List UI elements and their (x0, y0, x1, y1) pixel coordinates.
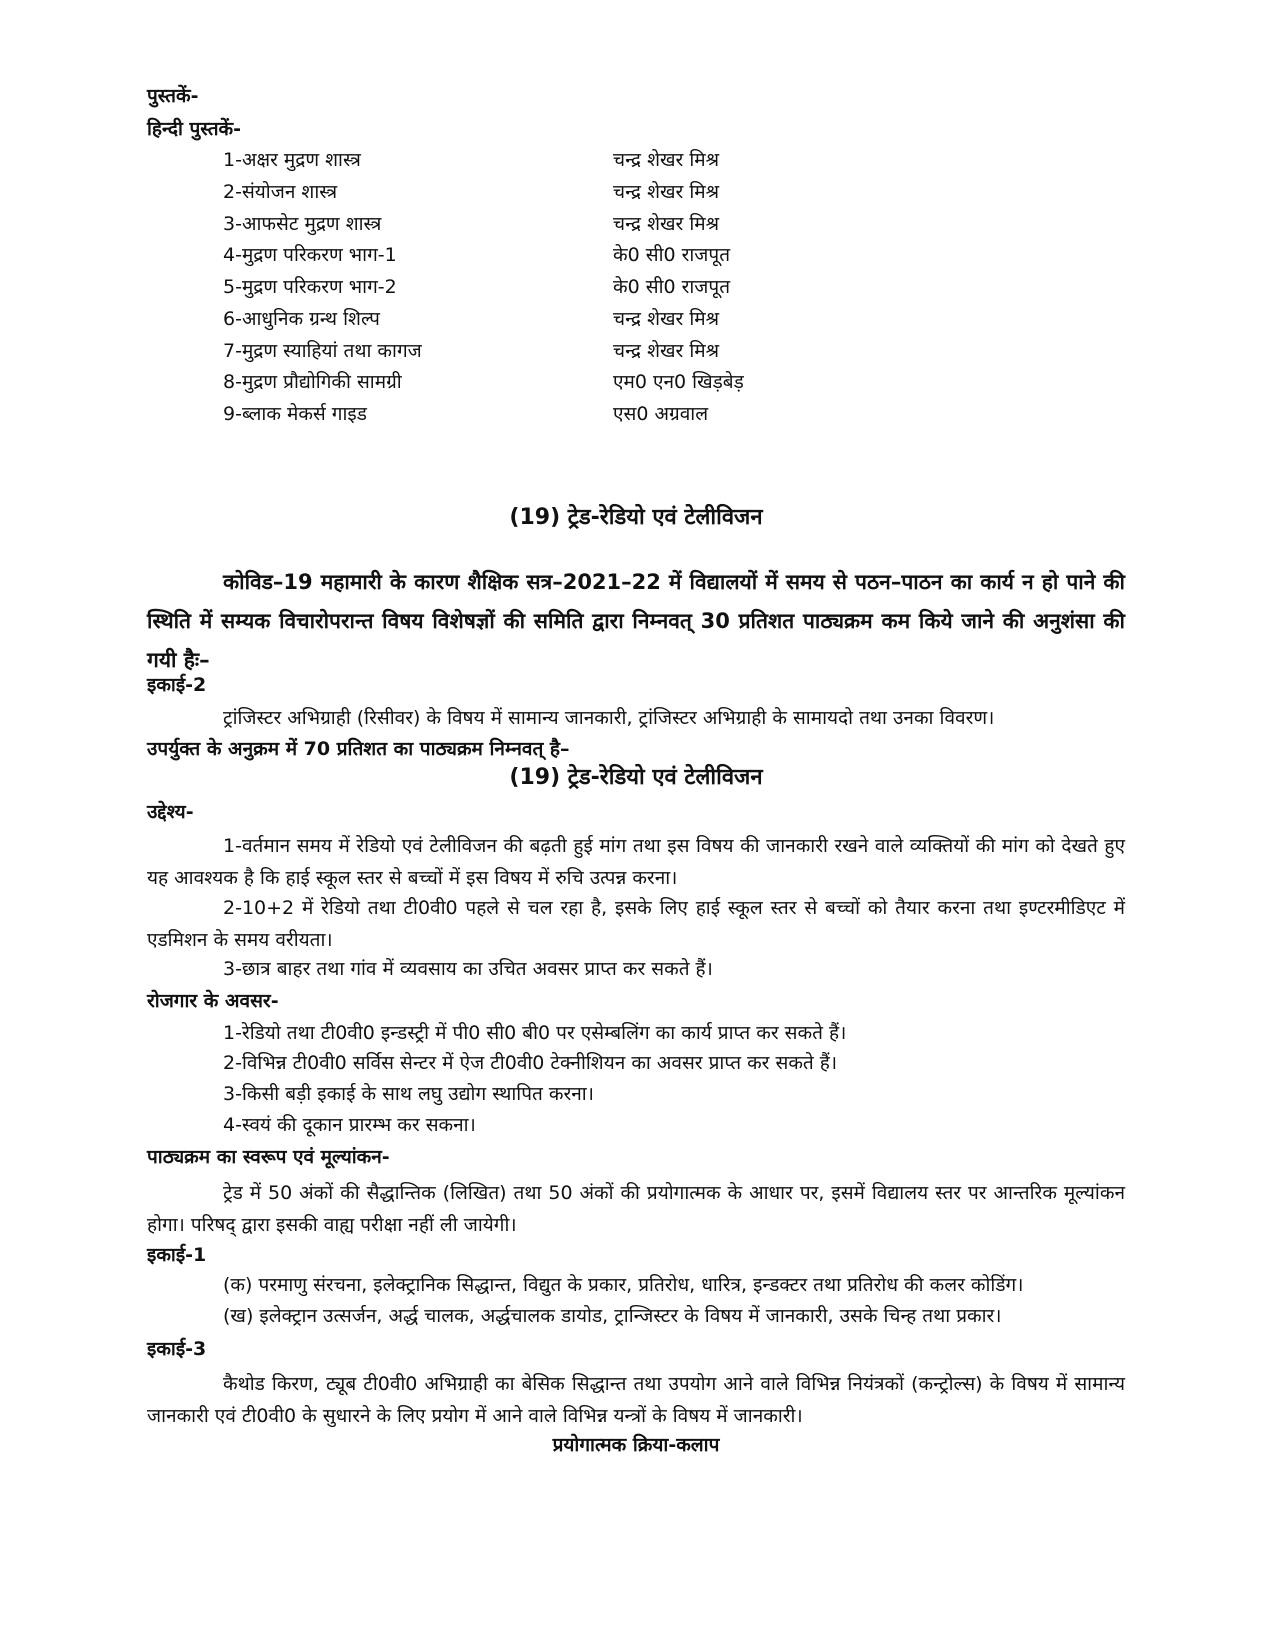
book-title: 4-मुद्रण परिकरण भाग-1 (223, 244, 397, 266)
unit3-heading: इकाई-3 (147, 1338, 207, 1360)
covid-notice: कोविड–19 महामारी के कारण शैक्षिक सत्र–2021–22 में विद्यालयों में समय से पठन–पाठन का कार्य न हो पाने की स्थिति में सम्यक विचारोपरान्त विषय विशेषज्ञों की समिति द्वारा निम्नवत् 30 प्रतिशत पाठ्यक्रम कम किये जाने की अनुशंसा की गयी हैः– (147, 570, 1125, 672)
book-author: चन्द्र शेखर मिश्र (613, 149, 720, 171)
employment-item: 3-किसी बड़ी इकाई के साथ लघु उद्योग स्थापित करना। (223, 1083, 594, 1105)
objective-item: 1-वर्तमान समय में रेडियो एवं टेलीविजन की बढ़ती हुई मांग तथा इस विषय की जानकारी रखने वाले व्यक्तियों की मांग को देखते हुए यह आवश्यक है कि हाई स्कूल स्तर से बच्चों में इस विषय में रुचि उत्पन्न करना। (147, 835, 1125, 889)
evaluation-text: ट्रेड में 50 अंकों की सैद्धान्तिक (लिखित) तथा 50 अंकों की प्रयोगात्मक के आधार पर, इसमें विद्यालय स्तर पर आन्तरिक मूल्यांकन होगा। परिषद् द्वारा इसकी वाह्य परीक्षा नहीं ली जायेगी। (147, 1182, 1125, 1236)
book-author: के0 सी0 राजपूत (613, 276, 731, 298)
unit3-text: कैथोड किरण, ट्यूब टी0वी0 अभिग्राही का बेसिक सिद्धान्त तथा उपयोग आने वाले विभिन्न नियंत्रकों (कन्ट्रोल्स) के विषय में सामान्य जानकारी एवं टी0वी0 के सुधारने के लिए प्रयोग में आने वाले विभिन्न यन्त्रों के विषय में जानकारी। (147, 1373, 1125, 1427)
book-author: चन्द्र शेखर मिश्र (613, 181, 720, 203)
unit1-item: (क) परमाणु संरचना, इलेक्ट्रानिक सिद्धान्त, विद्युत के प्रकार, प्रतिरोध, धारित्र, इन्डक्टर तथा प्रतिरोध की कलर कोडिंग। (223, 1274, 1024, 1296)
book-title: 3-आफसेट मुद्रण शास्त्र (223, 213, 382, 235)
book-author: के0 सी0 राजपूत (613, 244, 731, 266)
book-title: 8-मुद्रण प्रौद्योगिकी सामग्री (223, 371, 402, 393)
book-author: एम0 एन0 खिड़बेड़ (613, 371, 744, 393)
employment-item: 4-स्वयं की दूकान प्रारम्भ कर सकना। (223, 1114, 476, 1136)
book-title: 9-ब्लाक मेकर्स गाइड (223, 403, 367, 425)
hindi-books-heading: हिन्दी पुस्तकें- (147, 118, 241, 140)
book-author: चन्द्र शेखर मिश्र (613, 340, 720, 362)
unit2-heading: इकाई-2 (147, 674, 207, 696)
book-author: चन्द्र शेखर मिश्र (613, 308, 720, 330)
following-70-note: उपर्युक्त के अनुक्रम में 70 प्रतिशत का पाठ्यक्रम निम्नवत् है– (147, 738, 570, 760)
objective-item: 3-छात्र बाहर तथा गांव में व्यवसाय का उचित अवसर प्राप्त कर सकते हैं। (223, 958, 713, 980)
book-author: चन्द्र शेखर मिश्र (613, 213, 720, 235)
books-heading: पुस्तकें- (147, 85, 199, 107)
unit1-item: (ख) इलेक्ट्रान उत्सर्जन, अर्द्ध चालक, अर्द्धचालक डायोड, ट्रान्जिस्टर के विषय में जानकारी, उसके चिन्ह तथा प्रकार। (223, 1305, 1002, 1327)
book-title: 5-मुद्रण परिकरण भाग-2 (223, 276, 397, 298)
evaluation-heading: पाठ्यक्रम का स्वरूप एवं मूल्यांकन- (147, 1146, 390, 1168)
objectives-heading: उद्देश्य- (147, 801, 194, 823)
employment-item: 1-रेडियो तथा टी0वी0 इन्डस्ट्री में पी0 सी0 बी0 पर एसेम्बलिंग का कार्य प्राप्त कर सकते हैं। (223, 1022, 847, 1044)
trade-title: (19) ट्रेड-रेडियो एवं टेलीविजन (509, 505, 763, 530)
objective-item: 2-10+2 में रेडियो तथा टी0वी0 पहले से चल रहा है, इसके लिए हाई स्कूल स्तर से बच्चों को तैयार करना तथा इण्टरमीडिएट में एडमिशन के समय वरीयता। (147, 897, 1125, 951)
book-title: 7-मुद्रण स्याहियां तथा कागज (223, 340, 422, 362)
unit2-text: ट्रांजिस्टर अभिग्राही (रिसीवर) के विषय में सामान्य जानकारी, ट्रांजिस्टर अभिग्राही के सामायदो तथा उनका विवरण। (223, 707, 995, 729)
employment-item: 2-विभिन्न टी0वी0 सर्विस सेन्टर में ऐज टी0वी0 टेक्नीशियन का अवसर प्राप्त कर सकते हैं। (223, 1052, 838, 1074)
book-title: 6-आधुनिक ग्रन्थ शिल्प (223, 308, 380, 330)
unit1-heading: इकाई-1 (147, 1244, 207, 1266)
book-title: 2-संयोजन शास्त्र (223, 181, 338, 203)
book-title: 1-अक्षर मुद्रण शास्त्र (223, 149, 361, 171)
employment-heading: रोजगार के अवसर- (147, 990, 279, 1012)
trade-title-repeat: (19) ट्रेड-रेडियो एवं टेलीविजन (509, 765, 763, 790)
book-author: एस0 अग्रवाल (613, 403, 709, 425)
practical-heading: प्रयोगात्मक क्रिया-कलाप (552, 1434, 720, 1456)
